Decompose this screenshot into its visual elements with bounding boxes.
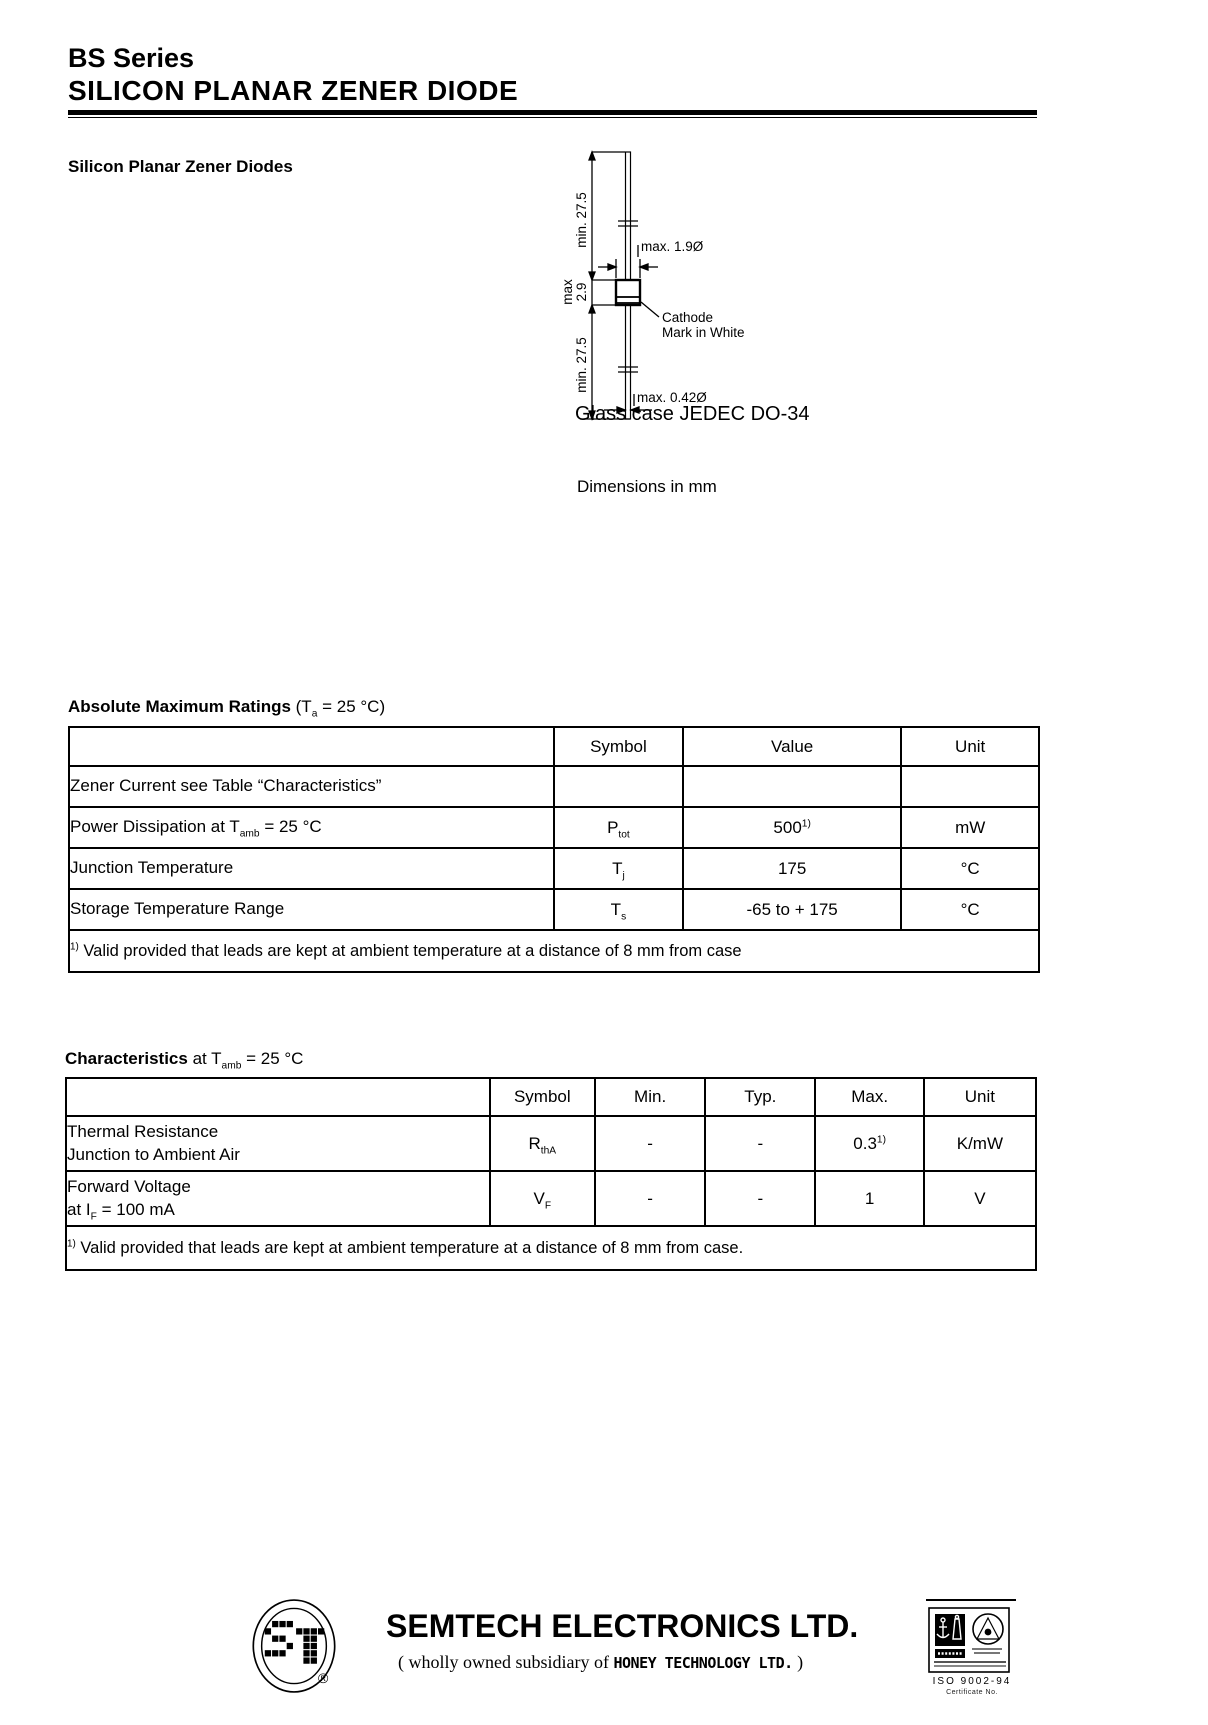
diode-outline-drawing — [552, 145, 842, 427]
cathode-note-line1: Cathode — [662, 310, 714, 325]
column-header: Value — [683, 727, 901, 766]
parameter-cell: Junction Temperature — [69, 848, 554, 889]
table-row — [66, 1171, 1036, 1226]
table-row — [69, 889, 1039, 930]
value-cell: -65 to + 175 — [683, 889, 901, 930]
subsidiary-brand: HONEY TECHNOLOGY LTD. — [613, 1654, 793, 1672]
cathode-note-line2: Mark in White — [662, 325, 745, 340]
column-header: Symbol — [554, 727, 683, 766]
intro-heading: Silicon Planar Zener Diodes — [68, 157, 293, 176]
subsidiary-open-paren: ( — [398, 1652, 404, 1672]
table-footnote: $^{1)}$ Valid provided that leads are kept at ambient temperature at a distance of 8 mm from case. — [66, 1226, 1036, 1270]
iso-certification-badge — [926, 1594, 1018, 1724]
table-header-row — [66, 1078, 1036, 1116]
parameter-cell: Zener Current see Table “Characteristics” — [69, 766, 554, 807]
table-row — [66, 1116, 1036, 1171]
dimensions-label: Dimensions in mm — [577, 477, 717, 496]
dim-body-value: 2.9 — [574, 282, 589, 302]
iso-number: ISO 9002-94 — [932, 1676, 1012, 1687]
value-cell: $P_{tot}$ — [554, 807, 683, 848]
value-cell — [554, 766, 683, 807]
value-cell: $V_F$ — [490, 1171, 595, 1226]
subsidiary-close-paren: ) — [792, 1652, 804, 1672]
value-cell: 0.3$^{1)}$ — [815, 1116, 923, 1171]
certificate-number: Certificate No. — [946, 1689, 998, 1696]
title-underline — [68, 110, 1037, 115]
subsidiary-text: wholly owned subsidiary of — [404, 1652, 614, 1672]
abs-max-heading-bold: Absolute Maximum Ratings — [68, 697, 291, 716]
value-cell: - — [705, 1116, 815, 1171]
value-cell: 500$^{1)}$ — [683, 807, 901, 848]
table-footnote: $^{1)}$ Valid provided that leads are kept at ambient temperature at a distance of 8 mm from case — [69, 930, 1039, 972]
column-header: Unit — [924, 1078, 1036, 1116]
table-footnote-row — [66, 1226, 1036, 1270]
value-cell — [683, 766, 901, 807]
value-cell: 175 — [683, 848, 901, 889]
value-cell: mW — [901, 807, 1039, 848]
table-footnote-row — [69, 930, 1039, 972]
round-emblem-icon — [973, 1614, 1003, 1644]
value-cell: - — [595, 1171, 705, 1226]
column-header — [69, 727, 554, 766]
value-cell: $T_j$ — [554, 848, 683, 889]
characteristics-table — [65, 1077, 1037, 1271]
case-label: Glass case JEDEC DO-34 — [575, 403, 810, 425]
parameter-cell: Power Dissipation at $T_{amb} = 25$ °C — [69, 807, 554, 848]
dim-bottom-lead: min. 27.5 — [574, 337, 589, 393]
value-cell: $R_{thA}$ — [490, 1116, 595, 1171]
title-underline-thin — [68, 117, 1037, 118]
column-header: Max. — [815, 1078, 923, 1116]
column-header: Min. — [595, 1078, 705, 1116]
value-cell: °C — [901, 889, 1039, 930]
diode-body — [616, 280, 640, 305]
parameter-cell: Thermal Resistance Junction to Ambient Air — [66, 1116, 490, 1171]
value-cell: °C — [901, 848, 1039, 889]
table-row — [69, 848, 1039, 889]
column-header: Unit — [901, 727, 1039, 766]
abs-max-heading-cond: ($T_a = 25$ °C) — [290, 697, 386, 720]
subsidiary-line — [398, 1652, 803, 1673]
characteristics-heading — [65, 1049, 304, 1072]
value-cell: 1 — [815, 1171, 923, 1226]
value-cell: - — [595, 1116, 705, 1171]
dim-body-max: max — [560, 279, 575, 305]
characteristics-heading-cond: at $T_{amb} = 25$ °C — [187, 1049, 304, 1072]
abs-max-heading — [68, 697, 386, 720]
table-row — [69, 766, 1039, 807]
abs-max-table — [68, 726, 1040, 973]
dim-lead-diameter: max. 0.42Ø — [637, 390, 707, 405]
parameter-cell: Forward Voltage at $I_F = 100$ mA — [66, 1171, 490, 1226]
diode-bottom-lead — [626, 305, 631, 419]
diode-top-lead — [626, 152, 631, 280]
characteristics-heading-bold: Characteristics — [65, 1049, 188, 1068]
dim-body-diameter: max. 1.9Ø — [641, 239, 704, 254]
value-cell: K/mW — [924, 1116, 1036, 1171]
value-cell: - — [705, 1171, 815, 1226]
table-header-row — [69, 727, 1039, 766]
dim-top-lead: min. 27.5 — [574, 192, 589, 248]
column-header: Typ. — [705, 1078, 815, 1116]
table-row — [69, 807, 1039, 848]
column-header — [66, 1078, 490, 1116]
page-title: SILICON PLANAR ZENER DIODE — [68, 75, 519, 106]
parameter-cell: Storage Temperature Range — [69, 889, 554, 930]
series-name: BS Series — [68, 43, 195, 73]
company-name: SEMTECH ELECTRONICS LTD. — [386, 1608, 859, 1644]
column-header: Symbol — [490, 1078, 595, 1116]
value-cell: V — [924, 1171, 1036, 1226]
value-cell: $T_s$ — [554, 889, 683, 930]
registered-mark: ® — [318, 1670, 329, 1686]
certification-mark-icon — [935, 1614, 965, 1658]
value-cell — [901, 766, 1039, 807]
